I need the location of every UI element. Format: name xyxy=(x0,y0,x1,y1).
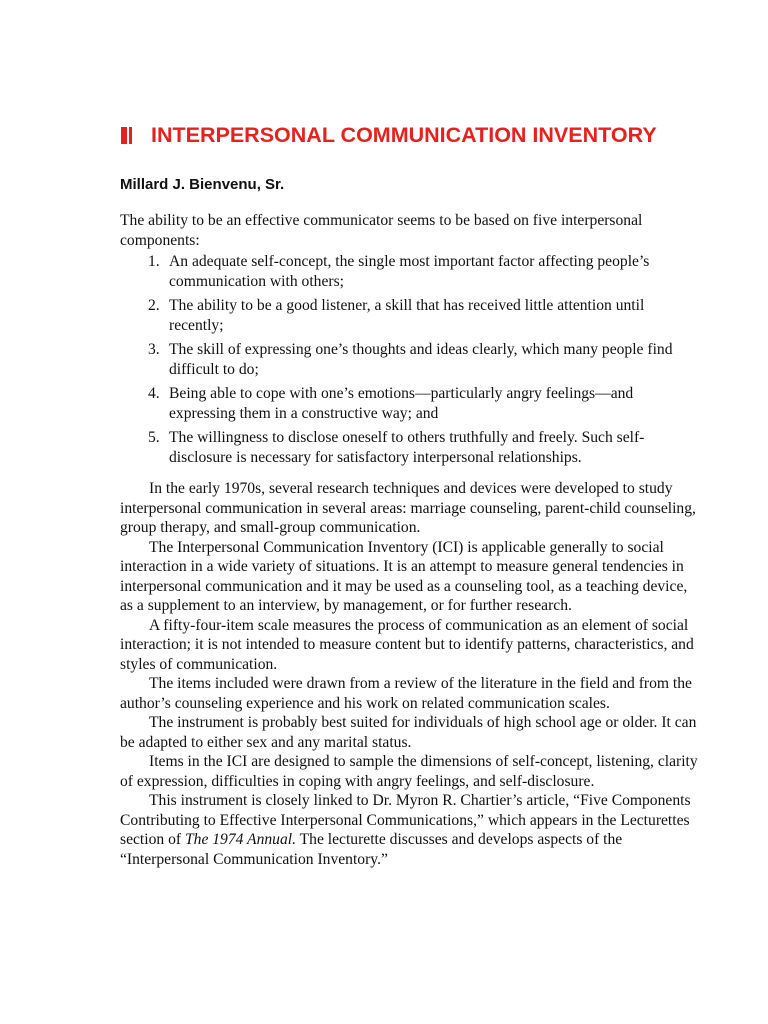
list-item xyxy=(120,384,702,423)
list-item xyxy=(120,252,702,291)
body-paragraph: A fifty-four-item scale measures the process of communication as an element of social interaction; it is not intended to measure content but to identify patterns, characteristics, and styles of communication. xyxy=(120,616,694,673)
list-item-number: 3. xyxy=(148,341,160,358)
list-item-text: An adequate self-concept, the single most important factor affecting people’s communication with others; xyxy=(169,253,650,290)
author-name: Millard J. Bienvenu, Sr. xyxy=(120,176,285,193)
closing-text-start: This instrument is closely linked to Dr. Myron R. Chartier’s article, “Five Components Contributing to Effective Interpersonal Communications,” which appears in the Lecturettes section of xyxy=(120,792,691,848)
closing-text-end: The lecturette discusses and develops aspects of the “Interpersonal Communication Inventory.” xyxy=(120,831,623,868)
body-paragraphs xyxy=(120,479,702,869)
body-paragraph: The items included were drawn from a review of the literature in the field and from the author’s counseling experience and his work on related communication scales. xyxy=(120,675,692,712)
list-item-number: 5. xyxy=(148,429,160,446)
list-item-number: 2. xyxy=(148,297,160,314)
title-row xyxy=(121,123,657,148)
list-item-number: 4. xyxy=(148,385,160,402)
body-paragraph: The instrument is probably best suited for individuals of high school age or older. It can be adapted to either sex and any marital status. xyxy=(120,714,697,751)
list-item xyxy=(120,340,702,379)
red-double-bar-icon xyxy=(121,127,132,144)
list-item-text: Being able to cope with one’s emotions—particularly angry feelings—and expressing them in a constructive way; and xyxy=(169,385,634,422)
page-title: INTERPERSONAL COMMUNICATION INVENTORY xyxy=(151,123,657,147)
body-paragraph: The Interpersonal Communication Inventory (ICI) is applicable generally to social interaction in a wide variety of situations. It is an attempt to measure general tendencies in interpersonal communication and it may be used as a counseling tool, as a teaching device, as a supplement to an interview, by management, or for further research. xyxy=(120,538,688,614)
list-item-text: The willingness to disclose oneself to others truthfully and freely. Such self-disclosure is necessary for satisfactory interpersonal relationships. xyxy=(169,429,645,466)
list-item-number: 1. xyxy=(148,253,160,270)
intro-paragraph: The ability to be an effective communicator seems to be based on five interpersonal components: xyxy=(120,212,643,249)
list-item-text: The ability to be a good listener, a skill that has received little attention until recently; xyxy=(169,297,645,334)
body-paragraph: In the early 1970s, several research techniques and devices were developed to study interpersonal communication in several areas: marriage counseling, parent-child counseling, group therapy, and small-group communication. xyxy=(120,480,696,536)
list-item xyxy=(120,296,702,335)
body-paragraph: Items in the ICI are designed to sample the dimensions of self-concept, listening, clarity of expression, difficulties in coping with angry feelings, and self-disclosure. xyxy=(120,753,698,790)
annual-title: The 1974 Annual. xyxy=(184,831,297,848)
list-item xyxy=(120,428,702,467)
list-item-text: The skill of expressing one’s thoughts and ideas clearly, which many people find difficult to do; xyxy=(169,341,673,378)
closing-paragraph xyxy=(120,791,702,869)
body-content xyxy=(120,211,702,869)
components-list xyxy=(120,252,702,467)
